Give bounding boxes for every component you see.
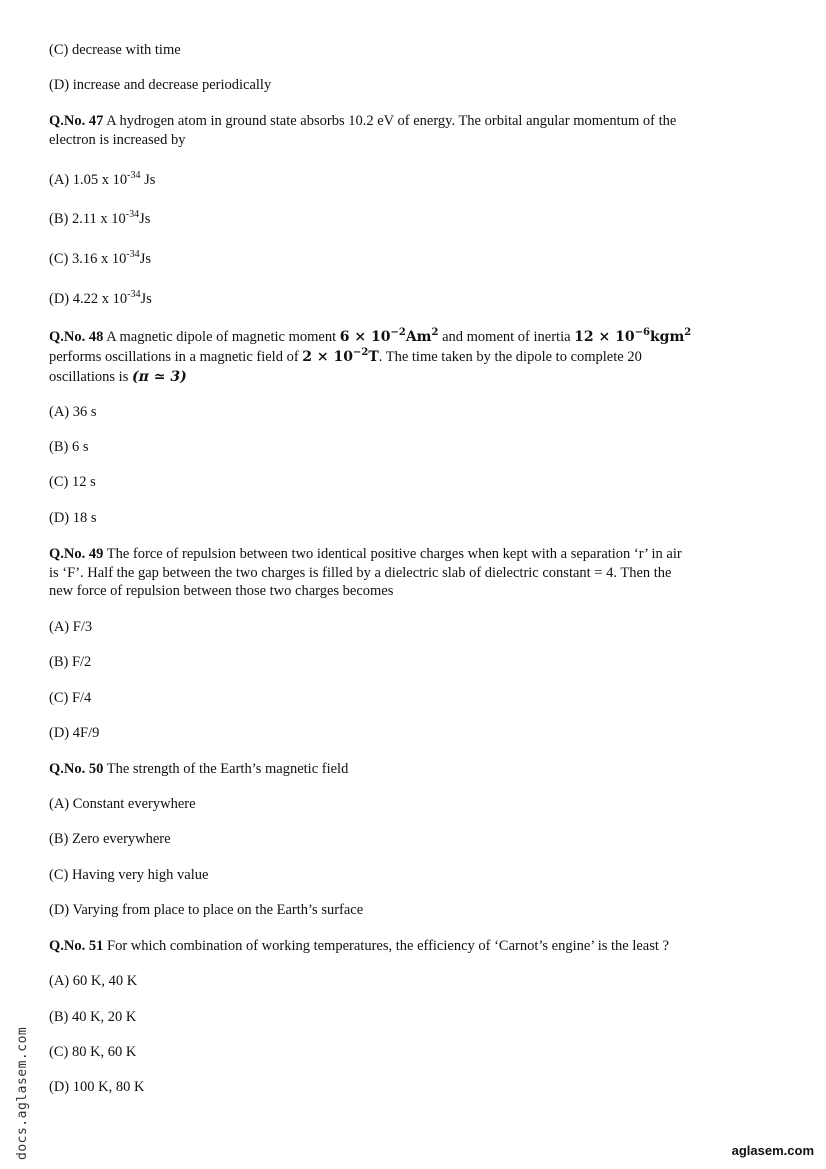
option-q47-a-unit: Js xyxy=(140,172,156,188)
option-q51-d: (D) 100 K, 80 K xyxy=(49,1079,145,1095)
option-q48-a: (A) 36 s xyxy=(49,404,97,420)
option-q48-c: (C) 12 s xyxy=(49,474,96,490)
magnetic-field-formula: $2 \times 10^{-2}T$ xyxy=(302,347,379,365)
option-q47-c xyxy=(49,250,151,268)
option-q47-a-exponent: -34 xyxy=(127,170,141,181)
question-47-line-2: electron is increased by xyxy=(49,132,186,148)
option-q47-c-unit: Js xyxy=(139,251,151,267)
option-q51-c: (C) 80 K, 60 K xyxy=(49,1044,137,1060)
question-48-text-e: oscillations is xyxy=(49,369,132,385)
question-47-number: Q.No. 47 xyxy=(49,113,104,129)
option-q48-b: (B) 6 s xyxy=(49,439,89,455)
option-q47-b xyxy=(49,210,150,228)
option-q50-a: (A) Constant everywhere xyxy=(49,796,196,812)
footer-brand: aglasem.com xyxy=(731,1143,814,1158)
question-48-text-a: A magnetic dipole of magnetic moment xyxy=(103,329,340,345)
question-49-line-3: new force of repulsion between those two charges becomes xyxy=(49,583,394,599)
question-48-line-1 xyxy=(49,328,691,346)
question-49-line-1 xyxy=(49,545,682,563)
option-q50-c: (C) Having very high value xyxy=(49,867,209,883)
question-48-text-b: and moment of inertia xyxy=(438,329,575,345)
question-49-line-2: is ‘F’. Half the gap between the two charges is filled by a dielectric slab of dielectric constant = 4. Then the xyxy=(49,565,672,581)
option-q49-c: (C) F/4 xyxy=(49,690,92,706)
question-47-text: A hydrogen atom in ground state absorbs 10.2 eV of energy. The orbital angular momentum of the xyxy=(103,113,677,129)
option-q51-a: (A) 60 K, 40 K xyxy=(49,973,138,989)
question-48-line-3 xyxy=(49,368,187,386)
question-50-number: Q.No. 50 xyxy=(49,761,104,777)
question-49-number: Q.No. 49 xyxy=(49,546,104,562)
magnetic-moment-formula: $6 \times 10^{-2}Am^2$ xyxy=(339,327,439,345)
option-q47-d-base: (D) 4.22 x 10 xyxy=(49,291,128,307)
option-q50-b: (B) Zero everywhere xyxy=(49,831,171,847)
question-51-number: Q.No. 51 xyxy=(49,938,104,954)
question-48-text-c: performs oscillations in a magnetic field of xyxy=(49,349,303,365)
option-q47-b-exponent: -34 xyxy=(125,209,140,220)
question-48-text-d: . The time taken by the dipole to complete 20 xyxy=(378,349,642,365)
option-q47-d xyxy=(49,290,152,308)
moment-of-inertia-formula: $12 \times 10^{-6}kgm^2$ xyxy=(574,327,692,345)
option-q47-a-base: (A) 1.05 x 10 xyxy=(49,172,128,188)
option-q46-d: (D) increase and decrease periodically xyxy=(49,77,272,93)
option-q47-d-exponent: -34 xyxy=(127,289,141,300)
option-q48-d: (D) 18 s xyxy=(49,510,97,526)
question-51-line-1 xyxy=(49,937,669,955)
option-q49-b: (B) F/2 xyxy=(49,654,92,670)
option-q47-b-unit: Js xyxy=(139,211,151,227)
pi-approximation-formula: (π ≃ 3) xyxy=(131,369,187,385)
option-q50-d: (D) Varying from place to place on the Earth’s surface xyxy=(49,902,364,918)
question-48-number: Q.No. 48 xyxy=(49,329,104,345)
option-q46-c: (C) decrease with time xyxy=(49,42,181,58)
option-q47-c-base: (C) 3.16 x 10 xyxy=(49,251,127,267)
side-watermark: docs.aglasem.com xyxy=(15,1026,30,1160)
question-49-text: The force of repulsion between two identical positive charges when kept with a separation ‘r’ in air xyxy=(103,546,682,562)
option-q49-d: (D) 4F/9 xyxy=(49,725,100,741)
question-50-line-1 xyxy=(49,760,348,778)
question-47-line-1 xyxy=(49,112,676,130)
question-50-text: The strength of the Earth’s magnetic field xyxy=(103,761,349,777)
question-48-line-2 xyxy=(49,348,642,366)
option-q47-b-base: (B) 2.11 x 10 xyxy=(49,211,126,227)
option-q51-b: (B) 40 K, 20 K xyxy=(49,1009,137,1025)
option-q47-a xyxy=(49,171,155,189)
question-51-text: For which combination of working temperatures, the efficiency of ‘Carnot’s engine’ is the least ? xyxy=(103,938,669,954)
option-q49-a: (A) F/3 xyxy=(49,619,93,635)
option-q47-d-unit: Js xyxy=(140,291,152,307)
option-q47-c-exponent: -34 xyxy=(126,249,140,260)
